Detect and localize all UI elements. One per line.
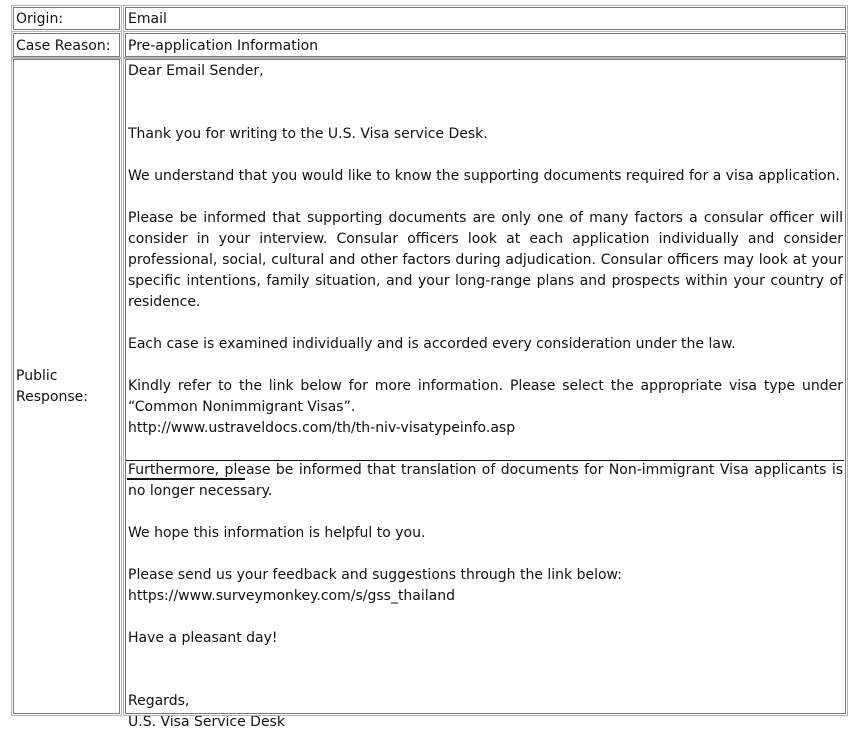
translation-underline bbox=[127, 478, 245, 480]
origin-label: Origin: bbox=[13, 7, 120, 30]
thanks-paragraph: Thank you for writing to the U.S. Visa service Desk. bbox=[128, 126, 488, 142]
feedback-link: https://www.surveymonkey.com/s/gss_thailand bbox=[128, 588, 456, 604]
case-reason-value: Pre-application Information bbox=[125, 33, 846, 57]
refer-link: http://www.ustraveldocs.com/th/th-niv-visatypeinfo.asp bbox=[128, 420, 516, 436]
understand-paragraph: We understand that you would like to know the supporting documents required for a visa application. bbox=[128, 168, 840, 184]
public-response-label-line1: Public bbox=[16, 367, 58, 384]
translation-divider-line bbox=[126, 460, 844, 461]
signature: U.S. Visa Service Desk bbox=[128, 714, 285, 730]
pleasant-paragraph: Have a pleasant day! bbox=[128, 630, 278, 646]
feedback-paragraph: Please send us your feedback and suggestions through the link below: bbox=[128, 567, 622, 583]
informed-paragraph: Please be informed that supporting documents are only one of many factors a consular officer will consider in your interview. Consular officers look at each application individually and consider professional, social, cultural and other factors during adjudication. Consular officers may look at your specific intentions, family situation, and your long-range plans and prospects within your country of residence. bbox=[128, 210, 843, 310]
translation-paragraph: Furthermore, please be informed that translation of documents for Non-immigrant Visa applicants is no longer necessary. bbox=[128, 462, 843, 499]
case-reason-label: Case Reason: bbox=[13, 33, 120, 57]
refer-paragraph: Kindly refer to the link below for more information. Please select the appropriate visa type under “Common Nonimmigrant Visas”. bbox=[128, 378, 843, 415]
hope-paragraph: We hope this information is helpful to you. bbox=[128, 525, 426, 541]
public-response-label bbox=[13, 59, 120, 714]
origin-value: Email bbox=[125, 7, 846, 30]
public-response-body bbox=[125, 59, 846, 730]
regards: Regards, bbox=[128, 693, 190, 709]
greeting: Dear Email Sender, bbox=[128, 63, 264, 79]
each-case-paragraph: Each case is examined individually and is accorded every consideration under the law. bbox=[128, 336, 736, 352]
public-response-label-line2: Response: bbox=[16, 388, 88, 405]
